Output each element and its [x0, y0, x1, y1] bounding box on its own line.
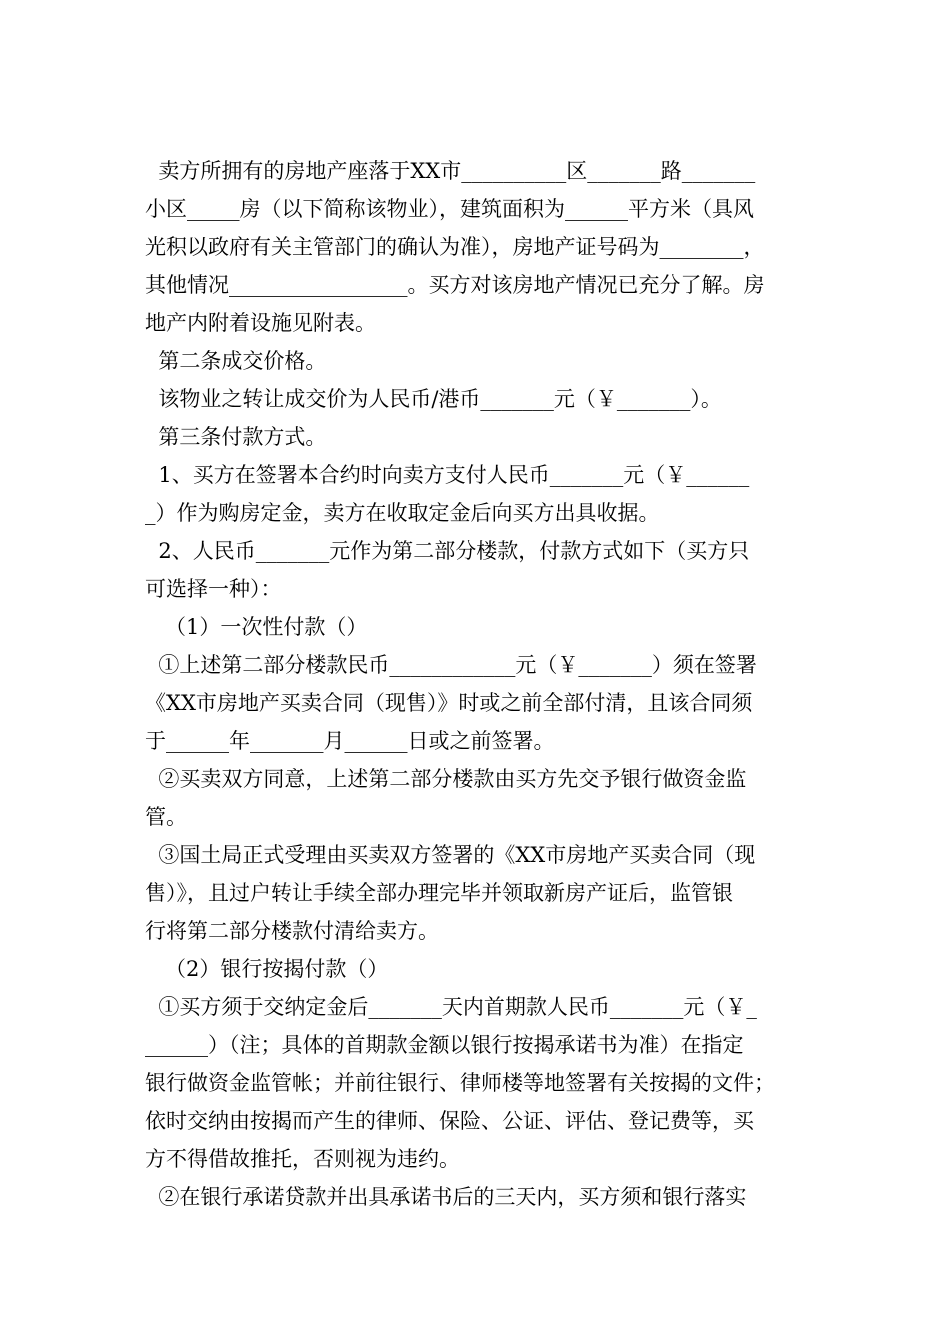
text-line: 其他情况_________________。买方对该房地产情况已充分了解。房 — [145, 273, 765, 297]
text-line: ③国土局正式受理由买卖双方签署的《XX市房地产买卖合同（现 — [145, 843, 756, 867]
text-line: ②在银行承诺贷款并出具承诺书后的三天内，买方须和银行落实 — [145, 1185, 747, 1209]
text-line: 行将第二部分楼款付清给卖方。 — [145, 919, 439, 943]
text-line: ①买方须于交纳定金后_______天内首期款人民币_______元（￥_ — [145, 995, 757, 1019]
text-line: ______）（注；具体的首期款金额以银行按揭承诺书为准）在指定 — [145, 1033, 744, 1057]
text-line: 方不得借故推托，否则视为违约。 — [145, 1147, 460, 1171]
text-line: _）作为购房定金，卖方在收取定金后向买方出具收据。 — [145, 501, 660, 525]
section-heading-payment: 第三条付款方式。 — [145, 425, 327, 449]
text-line: 管。 — [145, 805, 187, 829]
text-line: 可选择一种）： — [145, 577, 282, 601]
section-heading-price: 第二条成交价格。 — [145, 349, 327, 373]
text-line: 依时交纳由按揭而产生的律师、保险、公证、评估、登记费等，买 — [145, 1109, 754, 1133]
text-line: 于______年_______月______日或之前签署。 — [145, 729, 555, 753]
text-line: 光积以政府有关主管部门的确认为准），房地产证号码为________， — [145, 235, 765, 259]
text-line: ②买卖双方同意，上述第二部分楼款由买方先交予银行做资金监 — [145, 767, 747, 791]
text-line: 《XX市房地产买卖合同（现售）》时或之前全部付清，且该合同须 — [145, 691, 753, 715]
text-line: 小区_____房（以下简称该物业），建筑面积为______平方米（具风 — [145, 197, 754, 221]
text-line: 1、买方在签署本合约时向卖方支付人民币_______元（￥______ — [145, 463, 750, 487]
contract-body — [145, 152, 810, 1216]
text-line: ①上述第二部分楼款民币____________元（￥_______）须在签署 — [145, 653, 757, 677]
text-line: 地产内附着设施见附表。 — [145, 311, 376, 335]
subheading-lump-sum: （1）一次性付款（） — [145, 615, 368, 639]
text-line: 售）》，且过户转让手续全部办理完毕并领取新房产证后，监管银 — [145, 881, 733, 905]
subheading-mortgage: （2）银行按揭付款（） — [145, 957, 389, 981]
text-line: 卖方所拥有的房地产座落于XX市__________区_______路_______ — [145, 159, 756, 183]
text-line: 银行做资金监管帐；并前往银行、律师楼等地签署有关按揭的文件； — [145, 1071, 775, 1095]
text-line: 该物业之转让成交价为人民币/港币_______元（￥_______）。 — [145, 387, 722, 411]
text-line: 2、人民币_______元作为第二部分楼款，付款方式如下（买方只 — [145, 539, 750, 563]
